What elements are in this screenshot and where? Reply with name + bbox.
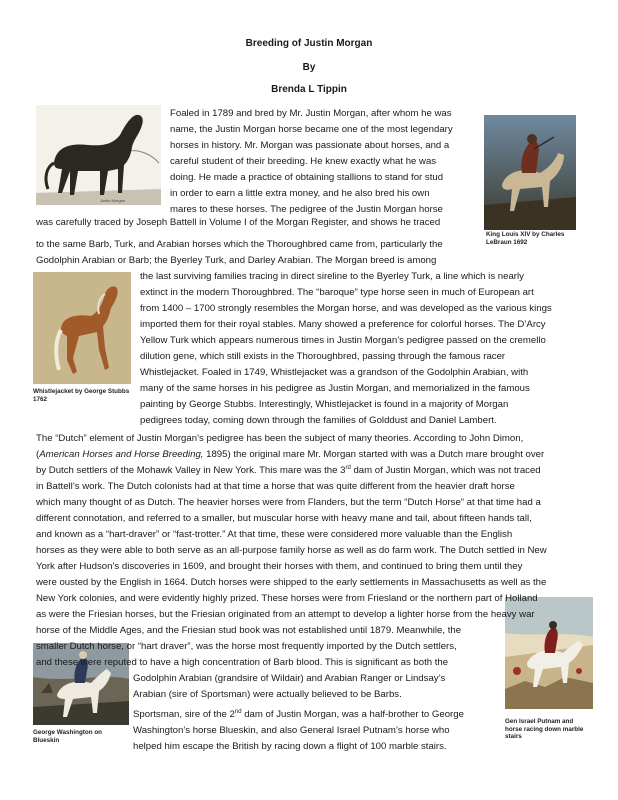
putnam-caption-line2: horse racing down marble <box>505 725 584 733</box>
p2-line2-rest: 1895) the original mare Mr. Morgan started with was a Dutch mare brought over <box>203 449 545 460</box>
whistlejacket-caption-line1: Whistlejacket by George Stubbs <box>33 388 130 395</box>
p1-line: Foaled in 1789 and bred by Mr. Justin Morgan, after whom he was <box>170 108 452 119</box>
p2-line: The “Dutch” element of Justin Morgan’s pedigree has been the subject of many theories. According to John Dimon, <box>36 433 524 444</box>
ordinal-suffix: rd <box>345 464 351 471</box>
p2-paren: ( <box>36 449 40 460</box>
p3-line1-b: dam of Justin Morgan, was a half-brother to George <box>241 709 464 720</box>
p1-line: name, the Justin Morgan horse became one of the most legendary <box>170 124 453 135</box>
p1-line: was carefully traced by Joseph Battell in Volume I of the Morgan Register, and shows he traced <box>36 217 441 228</box>
p2-line: horse of the Middle Ages, and the Friesian stud book was not established until 1879. Meanwhile, the <box>36 625 462 636</box>
p2-line: Arabian (sire of Sportsman) were actually believed to be Barbs. <box>133 689 402 700</box>
p3-line: helped him escape the British by racing down a flight of 100 marble stairs. <box>133 741 447 752</box>
putnam-caption-line3: stairs <box>505 733 522 740</box>
author-name: Brenda L Tippin <box>271 84 347 95</box>
p2-line: different connotation, and referred to a smaller, but muscular horse with heavy mane and tail, about fifteen hands tall, <box>36 513 532 524</box>
p1-line: pedigrees today, coming down through the families of Golddust and Daniel Lambert. <box>140 415 497 426</box>
louis-xiv-painting <box>484 115 576 230</box>
book-title: American Horses and Horse Breeding, <box>39 449 204 460</box>
p1-line: to the same Barb, Turk, and Arabian horses which the Thoroughbred came from, particularly the <box>36 239 443 250</box>
p2-line: Godolphin Arabian (grandsire of Wildair) and Arabian Ranger or Lindsay’s <box>133 673 446 684</box>
whistlejacket-painting <box>33 272 131 384</box>
p2-line: which many thought of as Dutch. The heavier horses were from Flanders, but the term “Dutch Horse” at that time had a <box>36 497 541 508</box>
p2-line: and these were reputed to have a high concentration of Barb blood. This is significant as both the <box>36 657 449 668</box>
louis-xiv-painting-art <box>484 115 576 230</box>
document-title: Breeding of Justin Morgan <box>245 38 373 49</box>
p1-line: in order to earn a little extra money, and he also bred his own <box>170 188 430 199</box>
p2-line <box>36 448 544 461</box>
washington-caption <box>33 729 102 744</box>
justin-morgan-horse-engraving <box>36 105 161 205</box>
p2-line: New York colonies, and were evidently highly prized. These horses were from Friesland or the northern part of Holland <box>36 593 538 604</box>
p1-line: painting by George Stubbs. Interestingly, Whistlejacket is found in a majority of Morgan <box>140 399 509 410</box>
louis-xiv-caption <box>486 231 564 246</box>
washington-caption-line1: George Washington on <box>33 729 103 736</box>
p2-line3-b: dam of Justin Morgan, which was not traced <box>350 465 541 476</box>
whistlejacket-caption <box>33 388 129 403</box>
p1-line: mares to these horses. The pedigree of the Justin Morgan horse <box>170 204 443 215</box>
p1-line: doing. He made a practice of obtaining stallions to stand for stud <box>170 172 444 183</box>
p1-line: Godolphin Arabian or Barb; the Byerley Turk, and Darley Arabian. The Morgan breed is among <box>36 255 437 266</box>
engraving-caption: Justin Morgan <box>100 198 126 203</box>
p1-line: dilution gene, which still exists in the Thoroughbred, passing through the famous racer <box>140 351 506 362</box>
p1-line: extinct in the modern Thoroughbred. The “baroque” type horse seen in much of European art <box>140 287 534 298</box>
p2-line: in Battell’s work. The Dutch colonists had at that time a horse that was quite different from the heavier draft horse <box>36 481 515 492</box>
putnam-caption <box>505 718 583 741</box>
p2-line: horses as they were able to both serve as an all-purpose family horse as well as do farm work. The Dutch settled in New <box>36 545 547 556</box>
p1-line: horses in history. Mr. Morgan was passionate about horses, and a <box>170 140 450 151</box>
ordinal-suffix: nd <box>234 708 242 715</box>
p1-line: Whistlejacket. Foaled in 1749, Whistlejacket was a grandson of the Godolphin Arabian, with <box>140 367 529 378</box>
p2-line3-a: by Dutch settlers of the Mohawk Valley in New York. This mare was the 3 <box>36 465 346 476</box>
p2-line <box>36 464 541 477</box>
putnam-caption-line1: Gen Israel Putnam and <box>505 718 574 725</box>
p2-line: were ousted by the English in 1664. Dutch horses were shipped to the early settlements in Massachusetts as well as the <box>36 577 547 588</box>
p1-line: imported them for their royal stables. Many showed a preference for colorful horses. The D’Arcy <box>140 319 546 330</box>
p3-line <box>133 708 464 721</box>
louis-xiv-caption-line1: King Louis XIV by Charles <box>486 231 565 238</box>
washington-caption-line2: Blueskin <box>33 736 60 744</box>
p1-line: the last surviving families tracing in direct sireline to the Byerley Turk, a line which is nearly <box>140 271 524 282</box>
justin-morgan-horse-image <box>36 105 161 205</box>
louis-xiv-caption-line2: LeBraun 1692 <box>486 238 528 246</box>
p2-line: as were the Friesian horses, but the Friesian originated from an attempt to develop a lighter horse from the heavy war <box>36 609 535 620</box>
p1-line: from 1400 – 1700 strongly resembles the Morgan horse, and was developed as the various kings <box>140 303 552 314</box>
whistlejacket-painting-art <box>33 272 131 384</box>
p3-line1-a: Sportsman, sire of the 2 <box>133 709 235 720</box>
p2-line: York after Hudson’s discoveries in 1609, and brought their horses with them, and continued to bring them until they <box>36 561 523 572</box>
p2-line: and known as a “hart-draver” or “fast-trotter.” At that time, these were considered more valuable than the English <box>36 529 513 540</box>
p1-line: many of the same horses in his pedigree as Justin Morgan, and memorialized in the famous <box>140 383 530 394</box>
byline-label: By <box>302 62 316 73</box>
p1-line: careful student of their breeding. He knew exactly what he was <box>170 156 437 167</box>
p3-line: Washington’s horse Blueskin, and also General Israel Putnam’s horse who <box>133 725 450 736</box>
p2-line: smaller Dutch horse, or “hart draver”, was the horse most frequently imported by the Dutch settlers, <box>36 641 457 652</box>
p1-line: Yellow Turk which appears numerous times in Justin Morgan’s pedigree passed on the cremello <box>140 335 546 346</box>
whistlejacket-caption-line2: 1762 <box>33 395 48 403</box>
